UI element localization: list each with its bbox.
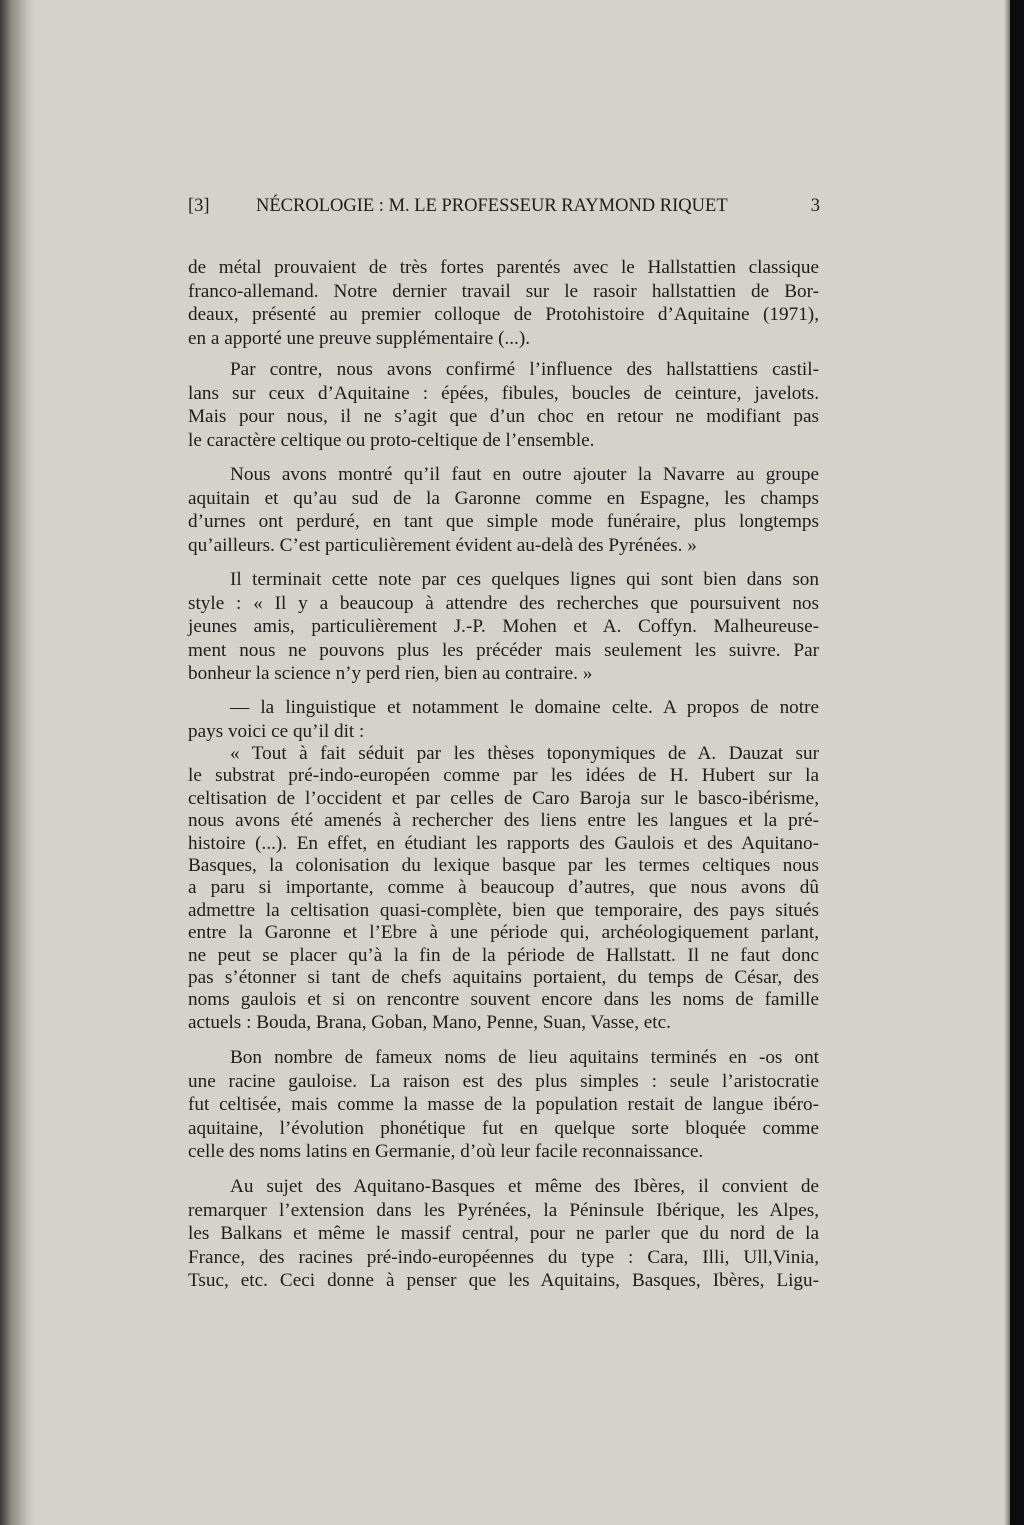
text-line: — la linguistique et notamment le domaine celte. A propos de notre bbox=[230, 697, 819, 718]
text-line: admettre la celtisation quasi-complète, bien que temporaire, des pays situés bbox=[188, 899, 819, 921]
page-number: 3 bbox=[810, 196, 820, 216]
text-line: aquitaine, l’évolution phonétique fut en quelque sorte bloquée comme bbox=[188, 1117, 819, 1139]
paragraph bbox=[188, 463, 819, 557]
scan-border bbox=[1010, 0, 1024, 1525]
text-line: deaux, présenté au premier colloque de Protohistoire d’Aquitaine (1971), bbox=[188, 304, 819, 326]
page-gutter-shadow bbox=[0, 0, 36, 1525]
text-line: jeunes amis, particulièrement J.-P. Mohen et A. Coffyn. Malheureuse- bbox=[188, 616, 819, 638]
paragraph bbox=[188, 358, 819, 452]
text-line: « Tout à fait séduit par les thèses toponymiques de A. Dauzat sur bbox=[230, 743, 819, 764]
text-line: Mais pour nous, il ne s’agit que d’un choc en retour ne modifiant pas bbox=[188, 406, 819, 428]
text-line: bonheur la science n’y perd rien, bien au contraire. » bbox=[188, 663, 593, 685]
paragraph bbox=[188, 256, 819, 350]
text-line: qu’ailleurs. C’est particulièrement évident au-delà des Pyrénées. » bbox=[188, 534, 697, 556]
text-line: nous avons été amenés à rechercher des liens entre les langues et la pré- bbox=[188, 810, 819, 832]
text-line: a paru si importante, comme à beaucoup d’autres, que nous avons dû bbox=[188, 877, 819, 899]
text-line: histoire (...). En effet, en étudiant les rapports des Gaulois et des Aquitano- bbox=[188, 832, 819, 854]
text-line: franco-allemand. Notre dernier travail sur le rasoir hallstattien de Bor- bbox=[188, 280, 819, 302]
text-line: ment nous ne pouvons plus les précéder mais seulement les suivre. Par bbox=[188, 639, 819, 661]
text-line: aquitain et qu’au sud de la Garonne comme en Espagne, les champs bbox=[188, 487, 819, 509]
paragraph bbox=[188, 743, 819, 1034]
text-line: Nous avons montré qu’il faut en outre ajouter la Navarre au groupe bbox=[230, 464, 819, 485]
text-line: remarquer l’extension dans les Pyrénées, la Péninsule Ibérique, les Alpes, bbox=[188, 1199, 819, 1221]
paragraph bbox=[188, 696, 819, 743]
section-ref: [3] bbox=[188, 196, 210, 216]
text-line: Tsuc, etc. Ceci donne à penser que les Aquitains, Basques, Ibères, Ligu- bbox=[188, 1270, 819, 1292]
text-line: d’urnes ont perduré, en tant que simple mode funéraire, plus longtemps bbox=[188, 511, 819, 533]
text-line: Au sujet des Aquitano-Basques et même des Ibères, il convient de bbox=[230, 1176, 819, 1197]
paragraph bbox=[188, 1175, 819, 1293]
text-line: le substrat pré-indo-européen comme par les idées de H. Hubert sur la bbox=[188, 765, 819, 787]
text-line: noms gaulois et si on rencontre souvent encore dans les noms de famille bbox=[188, 989, 819, 1011]
text-line: entre la Garonne et l’Ebre à une période qui, archéologiquement parlant, bbox=[188, 922, 819, 944]
paragraph bbox=[188, 1046, 819, 1164]
text-line: en a apporté une preuve supplémentaire (...). bbox=[188, 327, 531, 349]
text-line: Par contre, nous avons confirmé l’influence des hallstattiens castil- bbox=[230, 359, 819, 380]
text-line: fut celtisée, mais comme la masse de la population restait de langue ibéro- bbox=[188, 1094, 819, 1116]
text-line: actuels : Bouda, Brana, Goban, Mano, Penne, Suan, Vasse, etc. bbox=[188, 1011, 671, 1033]
text-line: style : « Il y a beaucoup à attendre des recherches que poursuivent nos bbox=[188, 592, 819, 614]
text-line: France, des racines pré-indo-européennes du type : Cara, Illi, Ull,Vinia, bbox=[188, 1246, 819, 1268]
paragraph bbox=[188, 568, 819, 686]
text-line: celle des noms latins en Germanie, d’où leur facile reconnaissance. bbox=[188, 1141, 704, 1163]
text-line: Bon nombre de fameux noms de lieu aquitains terminés en -os ont bbox=[230, 1047, 819, 1068]
text-line: une racine gauloise. La raison est des plus simples : seule l’aristocratie bbox=[188, 1070, 819, 1092]
text-line: pays voici ce qu’il dit : bbox=[188, 720, 365, 742]
text-line: celtisation de l’occident et par celles de Caro Baroja sur le basco-ibérisme, bbox=[188, 787, 819, 809]
text-line: de métal prouvaient de très fortes parentés avec le Hallstattien classique bbox=[188, 257, 819, 278]
text-line: Basques, la colonisation du lexique basque par les termes celtiques nous bbox=[188, 854, 819, 876]
header-title: NÉCROLOGIE : M. LE PROFESSEUR RAYMOND RIQUET bbox=[256, 196, 728, 216]
text-line: Il terminait cette note par ces quelques lignes qui sont bien dans son bbox=[230, 569, 819, 590]
text-line: pas s’étonner si tant de chefs aquitains portaient, du temps de César, des bbox=[188, 966, 819, 988]
text-line: ne peut se placer qu’à la fin de la période de Hallstatt. Il ne faut donc bbox=[188, 944, 819, 966]
text-line: lans sur ceux d’Aquitaine : épées, fibules, boucles de ceinture, javelots. bbox=[188, 382, 819, 404]
text-line: les Balkans et même le massif central, pour ne parler que du nord de la bbox=[188, 1223, 819, 1245]
text-line: le caractère celtique ou proto-celtique de l’ensemble. bbox=[188, 429, 595, 451]
